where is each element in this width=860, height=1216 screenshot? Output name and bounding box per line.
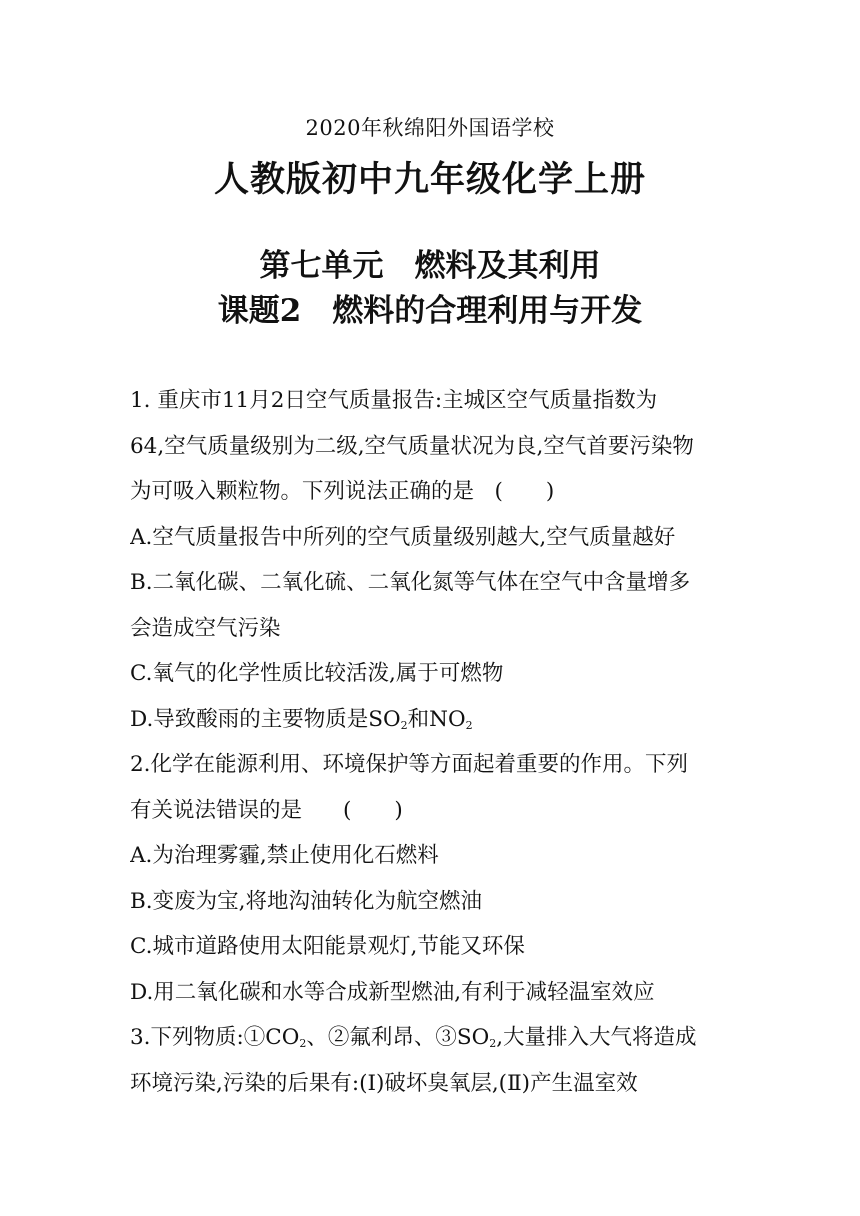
question-2 — [130, 742, 730, 1015]
option-a: A.空气质量报告中所列的空气质量级别越大,空气质量越好 — [130, 524, 676, 550]
subscript: 2 — [465, 718, 473, 732]
option-b: B.二氧化碳、二氧化硫、二氧化氮等气体在空气中含量增多 — [130, 570, 691, 595]
answer-blank: ( ) — [343, 797, 403, 823]
question-stem-line: 1. 重庆市11月2日空气质量报告:主城区空气质量指数为 — [130, 388, 658, 413]
book-title: 人教版初中九年级化学上册 — [213, 159, 646, 200]
unit-title: 第七单元 燃料及其利用 — [259, 248, 601, 284]
lesson-title: 课题2 燃料的合理利用与开发 — [217, 293, 643, 329]
question-stem-line — [130, 1015, 730, 1061]
question-stem-text: 为可吸入颗粒物。下列说法正确的是 — [130, 479, 475, 504]
question-stem-text: 、②氟利昂、③SO — [306, 1025, 490, 1050]
option-d: D.用二氧化碳和水等合成新型燃油,有利于减轻温室效应 — [130, 979, 655, 1005]
question-stem-line: 2.化学在能源利用、环境保护等方面起着重要的作用。下列 — [130, 752, 689, 777]
subscript: 2 — [400, 718, 408, 732]
question-stem-text: ,大量排入大气将造成 — [496, 1025, 697, 1050]
option-c: C.城市道路使用太阳能景观灯,节能又环保 — [130, 934, 525, 959]
question-1 — [130, 378, 730, 742]
question-stem-text: 有关说法错误的是 — [130, 797, 303, 823]
option-b-continued: 会造成空气污染 — [130, 615, 281, 641]
answer-blank: ( ) — [494, 479, 555, 504]
option-c: C.氧气的化学性质比较活泼,属于可燃物 — [130, 661, 504, 686]
subscript: 2 — [489, 1037, 497, 1050]
option-a: A.为治理雾霾,禁止使用化石燃料 — [130, 843, 439, 868]
school-name: 2020年秋绵阳外国语学校 — [305, 116, 555, 140]
question-stem-line — [130, 469, 730, 515]
question-stem-line — [130, 788, 730, 834]
option-b: B.变废为宝,将地沟油转化为航空燃油 — [130, 888, 482, 914]
question-stem-text: 3.下列物质:①CO — [130, 1025, 300, 1050]
subscript: 2 — [299, 1037, 307, 1050]
question-list — [130, 378, 730, 1106]
option-d-text: D.导致酸雨的主要物质是SO — [130, 706, 401, 732]
option-d — [130, 697, 730, 743]
question-3 — [130, 1015, 730, 1106]
question-stem-line: 环境污染,污染的后果有:(Ⅰ)破坏臭氧层,(Ⅱ)产生温室效 — [130, 1070, 638, 1096]
question-stem-line: 64,空气质量级别为二级,空气质量状况为良,空气首要污染物 — [130, 433, 694, 459]
option-d-text: 和NO — [407, 706, 466, 732]
